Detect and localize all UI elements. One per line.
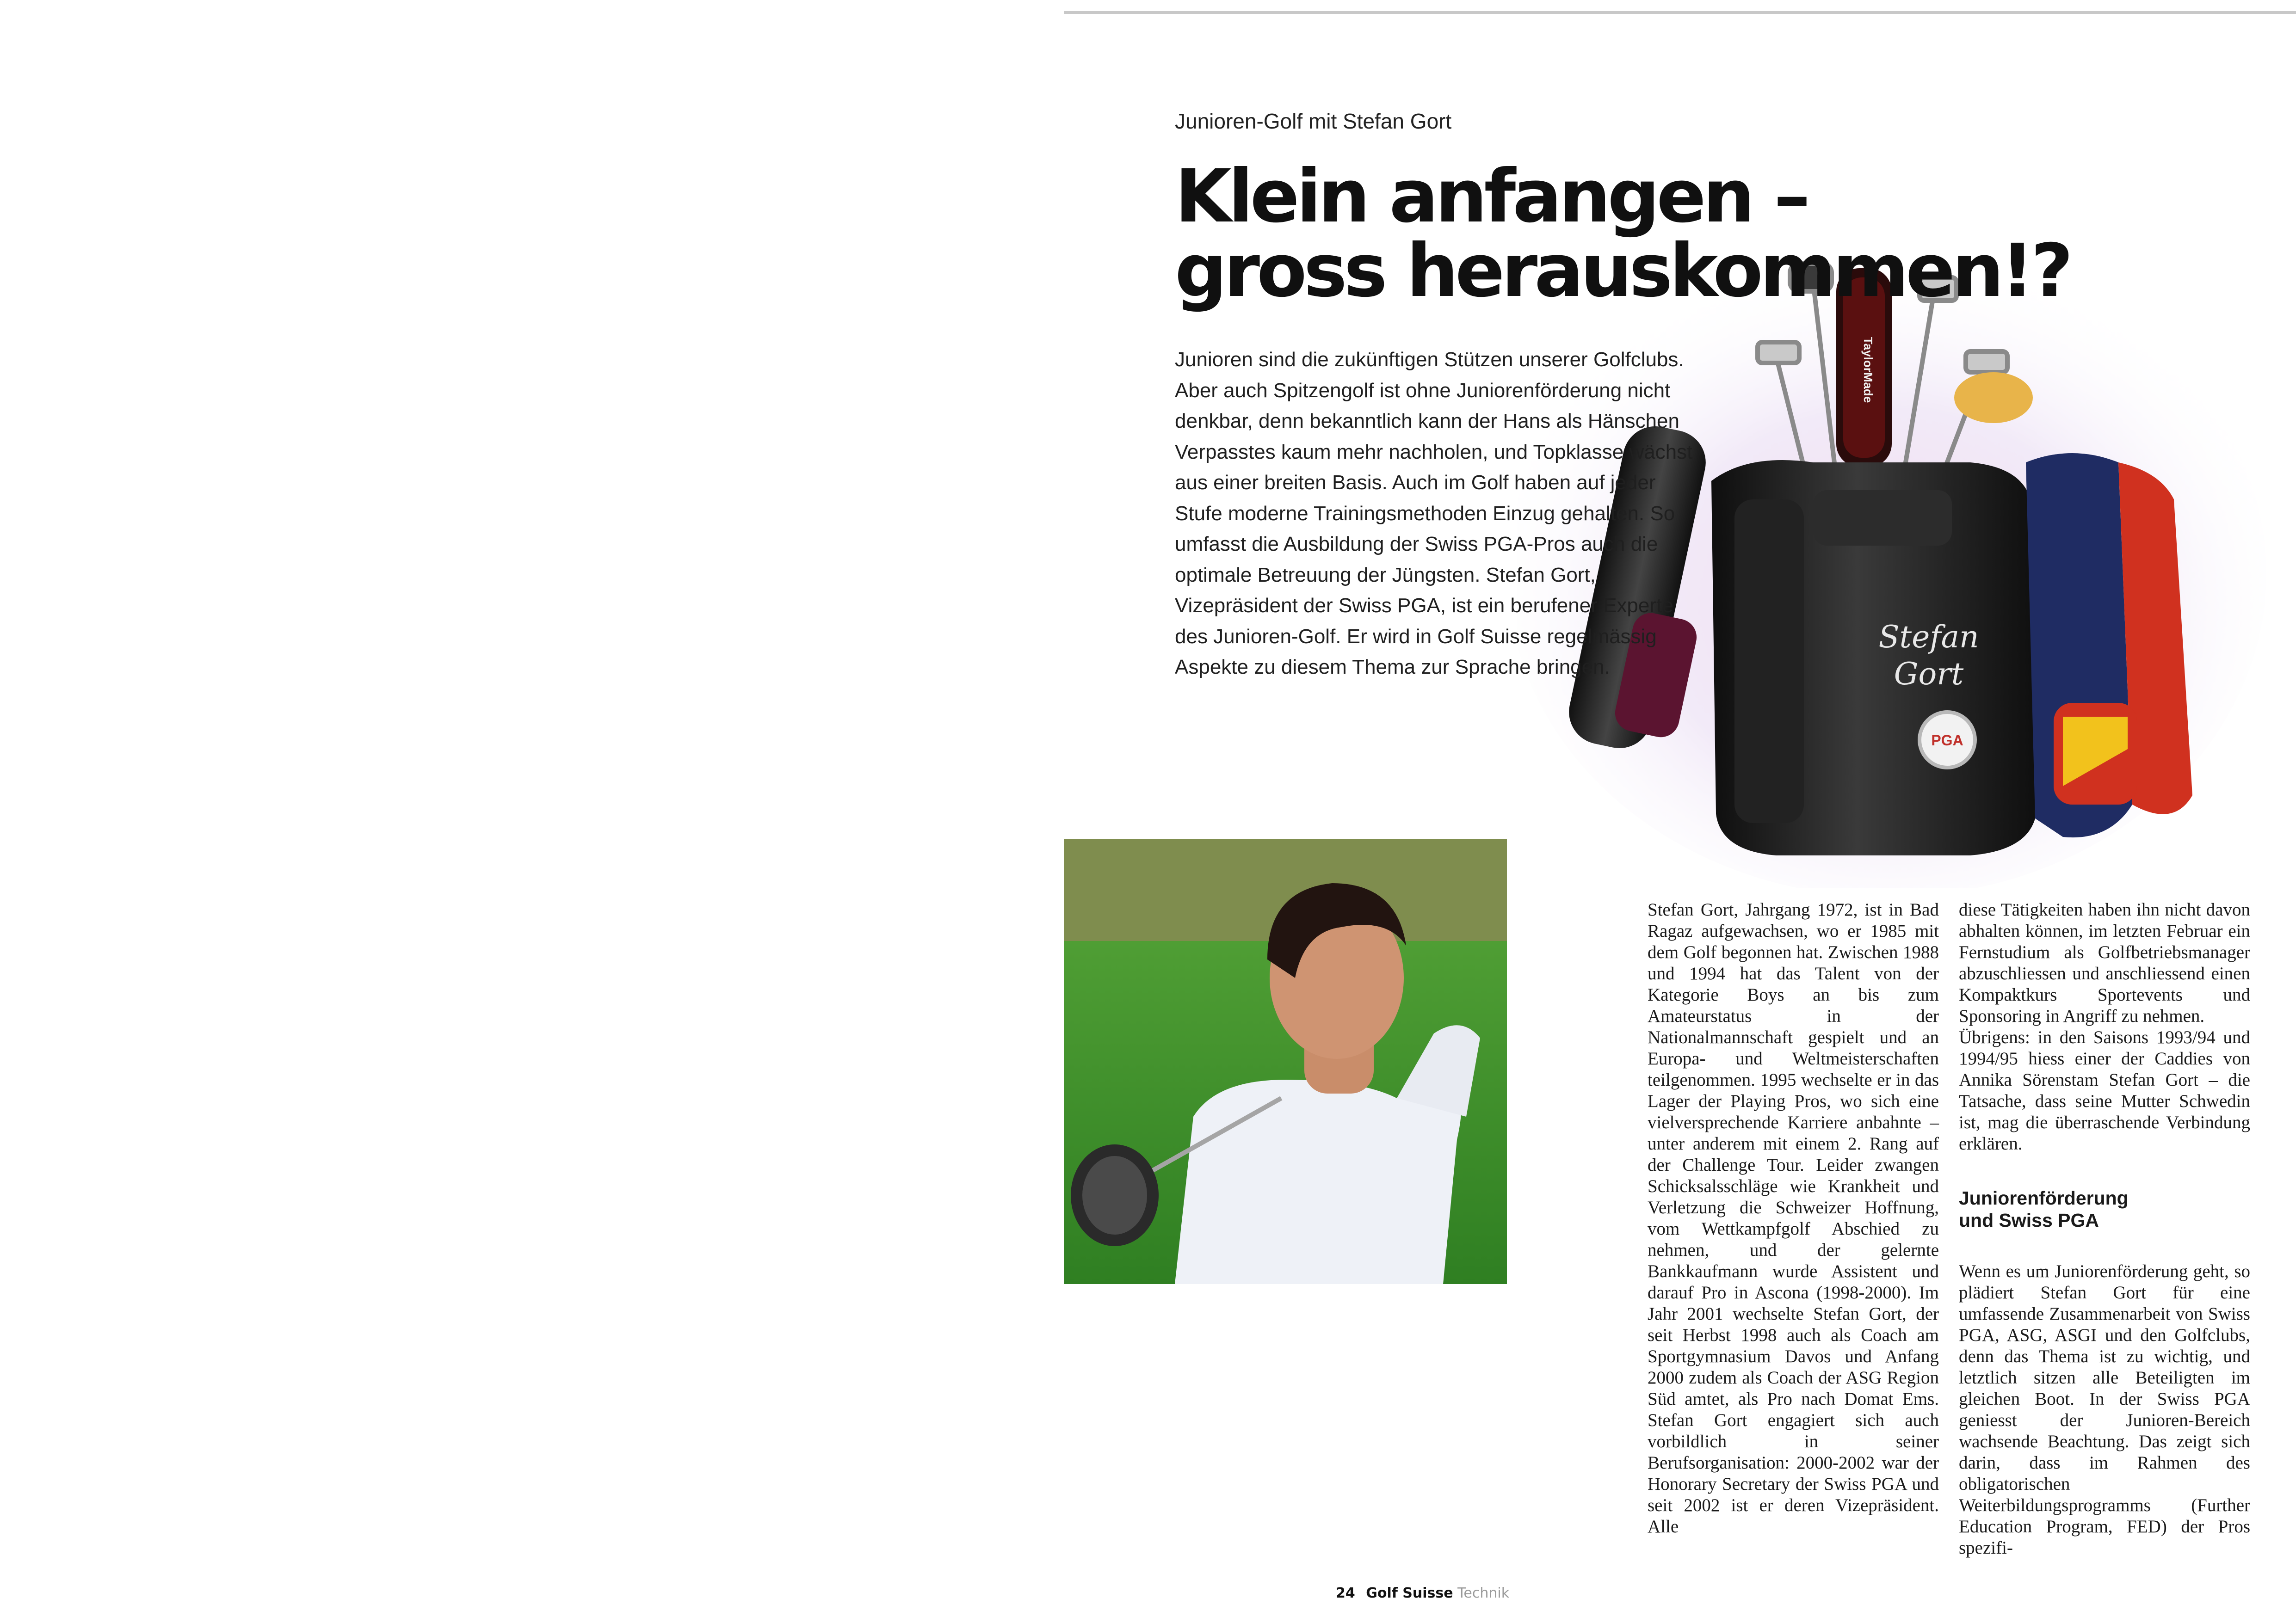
pga-badge: PGA: [1931, 732, 1963, 749]
headline-line-1: Klein anfangen –: [1175, 154, 1808, 239]
body-paragraph-4: Wenn es um Juniorenförderung geht, so plädiert Stefan Gort für eine umfassende Zusammenarbeit von Swiss PGA, ASG, ASGI und den Golfclubs, denn das Thema ist zu wichtig, und letztlich sitzen alle Beteiligten im gleichen Boot. In der Swiss PGA geniesst der Junioren-Bereich wachsende Beachtung. Das zeigt sich darin, dass im Rahmen des obligatorischen Weiterbildungsprogramms (Further Education Program, FED) der Pros spezifi-: [1959, 1261, 2250, 1558]
page-number: 24: [1336, 1585, 1355, 1601]
golfer-photo: [1064, 839, 1507, 1284]
section-subhead: [1959, 1187, 2250, 1231]
body-column-1: [1648, 899, 1939, 1537]
subhead-line-2: und Swiss PGA: [1959, 1210, 2099, 1231]
subhead-line-1: Juniorenförderung: [1959, 1187, 2129, 1209]
body-paragraph-3: Übrigens: in den Saisons 1993/94 und 1994/95 hiess einer der Caddies von Annika Sörenstam Stefan Gort – die Tatsache, dass seine Mutter Schwedin ist, mag die überraschende Verbindung erklären.: [1959, 1027, 2250, 1154]
body-column-2: [1959, 899, 2250, 1559]
headline-line-2: gross herauskommen!?: [1175, 228, 2070, 314]
section-name: Technik: [1457, 1585, 1510, 1601]
page-footer: [1336, 1585, 1509, 1601]
magazine-name: Golf Suisse: [1366, 1585, 1453, 1601]
top-rule: [1064, 11, 2296, 14]
body-paragraph-1: Stefan Gort, Jahrgang 1972, ist in Bad Ragaz aufgewachsen, wo er 1985 mit dem Golf begonnen hat. Zwischen 1988 und 1994 hat das Talent von der Kategorie Boys an bis zum Amateurstatus in der Nationalmannschaft gespielt und an Europa- und Weltmeisterschaften teilgenommen. 1995 wechselte er in das Lager der Playing Pros, wo sich eine vielversprechende Karriere anbahnte – unter anderem mit einem 2. Rang auf der Challenge Tour. Leider zwangen Schicksalsschläge wie Krankheit und Verletzung die Schweizer Hoffnung, vom Wettkampfgolf Abschied zu nehmen, und der gelernte Bankkaufmann wurde Assistent und darauf Pro in Ascona (1998-2000). Im Jahr 2001 wechselte Stefan Gort, der seit Herbst 1998 auch als Coach am Sportgymnasium Davos und Anfang 2000 zudem als Coach der ASG Region Süd amtet, als Pro nach Domat Ems. Stefan Gort engagiert sich auch vorbildlich in seiner Berufsorganisation: 2000-2002 war der Honorary Secretary der Swiss PGA und seit 2002 ist er deren Vizepräsident. Alle: [1648, 900, 1939, 1537]
headline: [1175, 154, 2070, 314]
body-paragraph-2: diese Tätigkeiten haben ihn nicht davon abhalten können, im letzten Februar ein Fernstudium als Golfbetriebsmanager abzuschliessen und anschliessend einen Kompaktkurs Sportevents und Sponsoring in Angriff zu nehmen.: [1959, 900, 2250, 1026]
embroidery-surname: Gort: [1894, 656, 1964, 692]
intro-paragraph: Junioren sind die zukünftigen Stützen unserer Golfclubs. Aber auch Spitzengolf ist ohne Juniorenförderung nicht denkbar, denn bekanntlich kann der Hans als Hänschen Verpasstes kaum mehr nachholen, und Topklasse wächst aus einer breiten Basis. Auch im Golf haben auf jeder Stufe moderne Trainingsmethoden Einzug gehalten. So umfasst die Ausbildung der Swiss PGA-Pros auch die optimale Betreuung der Jüngsten. Stefan Gort, Vizepräsident der Swiss PGA, ist ein berufener Experte des Junioren-Golf. Er wird in Golf Suisse regelmässig Aspekte zu diesem Thema zur Sprache bringen.: [1175, 348, 1693, 678]
embroidery-name: Stefan: [1878, 619, 1979, 655]
driver-text: TaylorMade: [1861, 337, 1875, 403]
kicker: Junioren-Golf mit Stefan Gort: [1175, 109, 1452, 133]
